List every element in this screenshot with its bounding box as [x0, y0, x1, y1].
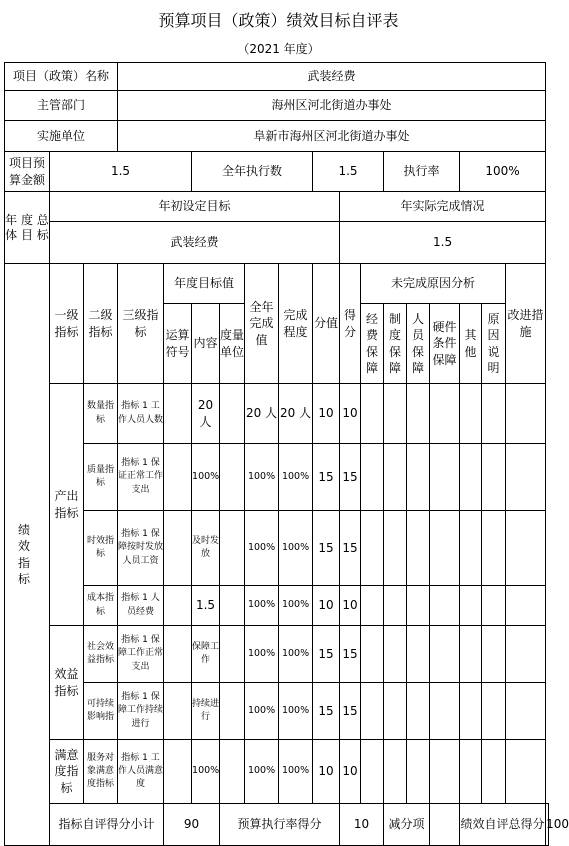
row-empty — [430, 586, 460, 626]
row-done: 100% — [245, 740, 279, 804]
row-empty — [384, 384, 407, 444]
reason-system-header: 制度保障 — [384, 304, 407, 384]
project-name-label: 项目（政策）名称 — [5, 63, 118, 91]
project-name-value: 武装经费 — [118, 63, 546, 91]
row-empty — [361, 586, 384, 626]
indicator-header-row-1 — [5, 264, 549, 304]
row-done: 100% — [245, 444, 279, 511]
perf-indicator-label: 绩 效 指 标 — [5, 264, 50, 846]
row-score-value: 15 — [313, 683, 340, 740]
level2-header: 二级指标 — [84, 264, 118, 384]
exec-score-value: 10 — [340, 804, 384, 846]
row-content: 20人 — [192, 384, 220, 444]
rate-value: 100% — [460, 152, 546, 192]
row-level3: 指标 1 保障按时发放人员工资 — [118, 511, 164, 586]
row-empty — [361, 740, 384, 804]
completion-degree-header: 完成程度 — [279, 264, 313, 384]
row-empty — [460, 683, 482, 740]
row-degree: 100% — [279, 511, 313, 586]
info-row-name — [5, 63, 549, 91]
budget-amount: 1.5 — [50, 152, 192, 192]
row-empty — [482, 626, 506, 683]
score-value-header: 分值 — [313, 264, 340, 384]
row-level2: 数量指标 — [84, 384, 118, 444]
row-degree: 100% — [279, 683, 313, 740]
row-empty — [384, 511, 407, 586]
row-op — [164, 683, 192, 740]
table-row — [5, 740, 549, 804]
row-content: 持续进行 — [192, 683, 220, 740]
initial-goal-header: 年初设定目标 — [50, 192, 340, 222]
row-score: 15 — [340, 444, 361, 511]
row-score: 10 — [340, 384, 361, 444]
row-empty — [384, 683, 407, 740]
row-content: 1.5 — [192, 586, 220, 626]
row-empty — [384, 740, 407, 804]
subtotal-value: 90 — [164, 804, 220, 846]
row-empty — [430, 626, 460, 683]
row-empty — [482, 740, 506, 804]
row-unit — [220, 740, 245, 804]
row-score: 15 — [340, 511, 361, 586]
row-degree: 100% — [279, 626, 313, 683]
row-done: 100% — [245, 683, 279, 740]
row-op — [164, 444, 192, 511]
row-empty — [384, 626, 407, 683]
row-op — [164, 511, 192, 586]
row-degree: 20 人 — [279, 384, 313, 444]
actual-goal-value: 1.5 — [340, 222, 546, 264]
row-empty — [407, 586, 430, 626]
content-header: 内容 — [192, 304, 220, 384]
row-unit — [220, 683, 245, 740]
row-level3: 指标 1 保障工作正常支出 — [118, 626, 164, 683]
row-empty — [430, 740, 460, 804]
row-empty — [482, 511, 506, 586]
footer-row — [5, 804, 549, 846]
goal-header-row — [5, 192, 549, 222]
reason-funds-header: 经费保障 — [361, 304, 384, 384]
total-score-label: 绩效自评总得分 — [460, 804, 546, 846]
row-level2: 质量指标 — [84, 444, 118, 511]
exec-score-label: 预算执行率得分 — [220, 804, 340, 846]
row-score-value: 15 — [313, 444, 340, 511]
row-empty — [506, 740, 546, 804]
exec-value: 1.5 — [313, 152, 384, 192]
row-level2: 可持续影响指 — [84, 683, 118, 740]
row-empty — [482, 444, 506, 511]
row-level3: 指标 1 工作人员人数 — [118, 384, 164, 444]
row-empty — [506, 683, 546, 740]
unit-header: 度量单位 — [220, 304, 245, 384]
level1-header: 一级指标 — [50, 264, 84, 384]
row-empty — [361, 384, 384, 444]
row-empty — [430, 511, 460, 586]
deduct-value — [430, 804, 460, 846]
year-subtitle: （2021 年度） — [237, 42, 320, 56]
row-content: 保障工作 — [192, 626, 220, 683]
row-empty — [407, 740, 430, 804]
rate-label: 执行率 — [384, 152, 460, 192]
row-op — [164, 586, 192, 626]
row-score: 10 — [340, 740, 361, 804]
initial-goal-value: 武装经费 — [50, 222, 340, 264]
level1-satisfaction: 满意度指标 — [50, 740, 84, 804]
row-op — [164, 384, 192, 444]
unit-label: 实施单位 — [5, 121, 118, 152]
row-empty — [407, 384, 430, 444]
row-level3: 指标 1 保障工作持续进行 — [118, 683, 164, 740]
row-empty — [460, 444, 482, 511]
row-empty — [407, 444, 430, 511]
row-op — [164, 626, 192, 683]
row-level2: 成本指标 — [84, 586, 118, 626]
row-unit — [220, 586, 245, 626]
row-degree: 100% — [279, 444, 313, 511]
goal-value-row — [5, 222, 549, 264]
row-empty — [460, 384, 482, 444]
row-unit — [220, 626, 245, 683]
total-score-value: 100 — [546, 804, 549, 846]
row-done: 20 人 — [245, 384, 279, 444]
reason-hardware-header: 硬件条件保障 — [430, 304, 460, 384]
row-empty — [506, 384, 546, 444]
row-content: 100% — [192, 444, 220, 511]
row-level2: 服务对象满意度指标 — [84, 740, 118, 804]
budget-row — [5, 152, 549, 192]
dept-label: 主管部门 — [5, 91, 118, 121]
row-level3: 指标 1 工作人员满意度 — [118, 740, 164, 804]
deduct-label: 减分项 — [384, 804, 430, 846]
row-content: 及时发放 — [192, 511, 220, 586]
row-empty — [482, 586, 506, 626]
row-unit — [220, 511, 245, 586]
level3-header: 三级指标 — [118, 264, 164, 384]
table-row — [5, 444, 549, 511]
row-empty — [460, 511, 482, 586]
reason-explain-header: 原因说明 — [482, 304, 506, 384]
table-row — [5, 626, 549, 683]
reason-other-header: 其他 — [460, 304, 482, 384]
row-empty — [460, 626, 482, 683]
row-content: 100% — [192, 740, 220, 804]
target-group-header: 年度目标值 — [164, 264, 245, 304]
row-score: 15 — [340, 626, 361, 683]
dept-value: 海州区河北街道办事处 — [118, 91, 546, 121]
reason-group-header: 未完成原因分析 — [361, 264, 506, 304]
row-empty — [407, 511, 430, 586]
row-level2: 社会效益指标 — [84, 626, 118, 683]
row-empty — [430, 444, 460, 511]
row-empty — [460, 586, 482, 626]
row-done: 100% — [245, 586, 279, 626]
row-level3: 指标 1 保证正常工作支出 — [118, 444, 164, 511]
row-unit — [220, 444, 245, 511]
score-header: 得分 — [340, 264, 361, 384]
row-empty — [460, 740, 482, 804]
evaluation-table — [4, 62, 569, 846]
row-unit — [220, 384, 245, 444]
row-empty — [361, 511, 384, 586]
row-empty — [361, 626, 384, 683]
row-empty — [407, 626, 430, 683]
actual-goal-header: 年实际完成情况 — [340, 192, 546, 222]
completion-value-header: 全年完成值 — [245, 264, 279, 384]
row-empty — [506, 511, 546, 586]
row-empty — [384, 444, 407, 511]
row-score-value: 10 — [313, 384, 340, 444]
row-empty — [384, 586, 407, 626]
row-done: 100% — [245, 626, 279, 683]
row-empty — [430, 683, 460, 740]
row-empty — [506, 444, 546, 511]
row-degree: 100% — [279, 586, 313, 626]
row-empty — [361, 683, 384, 740]
row-score-value: 15 — [313, 626, 340, 683]
row-done: 100% — [245, 511, 279, 586]
row-empty — [506, 586, 546, 626]
info-row-dept — [5, 91, 549, 121]
budget-label: 项目预算金额 — [5, 152, 50, 192]
reason-staff-header: 人员保障 — [407, 304, 430, 384]
row-empty — [506, 626, 546, 683]
row-empty — [361, 444, 384, 511]
row-score-value: 10 — [313, 740, 340, 804]
row-op — [164, 740, 192, 804]
row-empty — [430, 384, 460, 444]
row-empty — [482, 384, 506, 444]
subtotal-label: 指标自评得分小计 — [50, 804, 164, 846]
improve-header: 改进措施 — [506, 264, 546, 384]
op-header: 运算符号 — [164, 304, 192, 384]
page-title: 预算项目（政策）绩效目标自评表 — [158, 11, 399, 30]
row-score-value: 10 — [313, 586, 340, 626]
exec-label: 全年执行数 — [192, 152, 313, 192]
row-level3: 指标 1 人员经费 — [118, 586, 164, 626]
row-empty — [407, 683, 430, 740]
level1-output: 产出指标 — [50, 384, 84, 626]
row-score: 15 — [340, 683, 361, 740]
row-degree: 100% — [279, 740, 313, 804]
row-empty — [482, 683, 506, 740]
row-score: 10 — [340, 586, 361, 626]
row-score-value: 15 — [313, 511, 340, 586]
table-row — [5, 683, 549, 740]
info-row-unit — [5, 121, 549, 152]
unit-value: 阜新市海州区河北街道办事处 — [118, 121, 546, 152]
row-level2: 时效指标 — [84, 511, 118, 586]
table-row — [5, 586, 549, 626]
table-row — [5, 384, 549, 444]
table-row — [5, 511, 549, 586]
annual-goal-label: 年 度 总 体 目 标 — [5, 192, 50, 264]
level1-benefit: 效益指标 — [50, 626, 84, 740]
